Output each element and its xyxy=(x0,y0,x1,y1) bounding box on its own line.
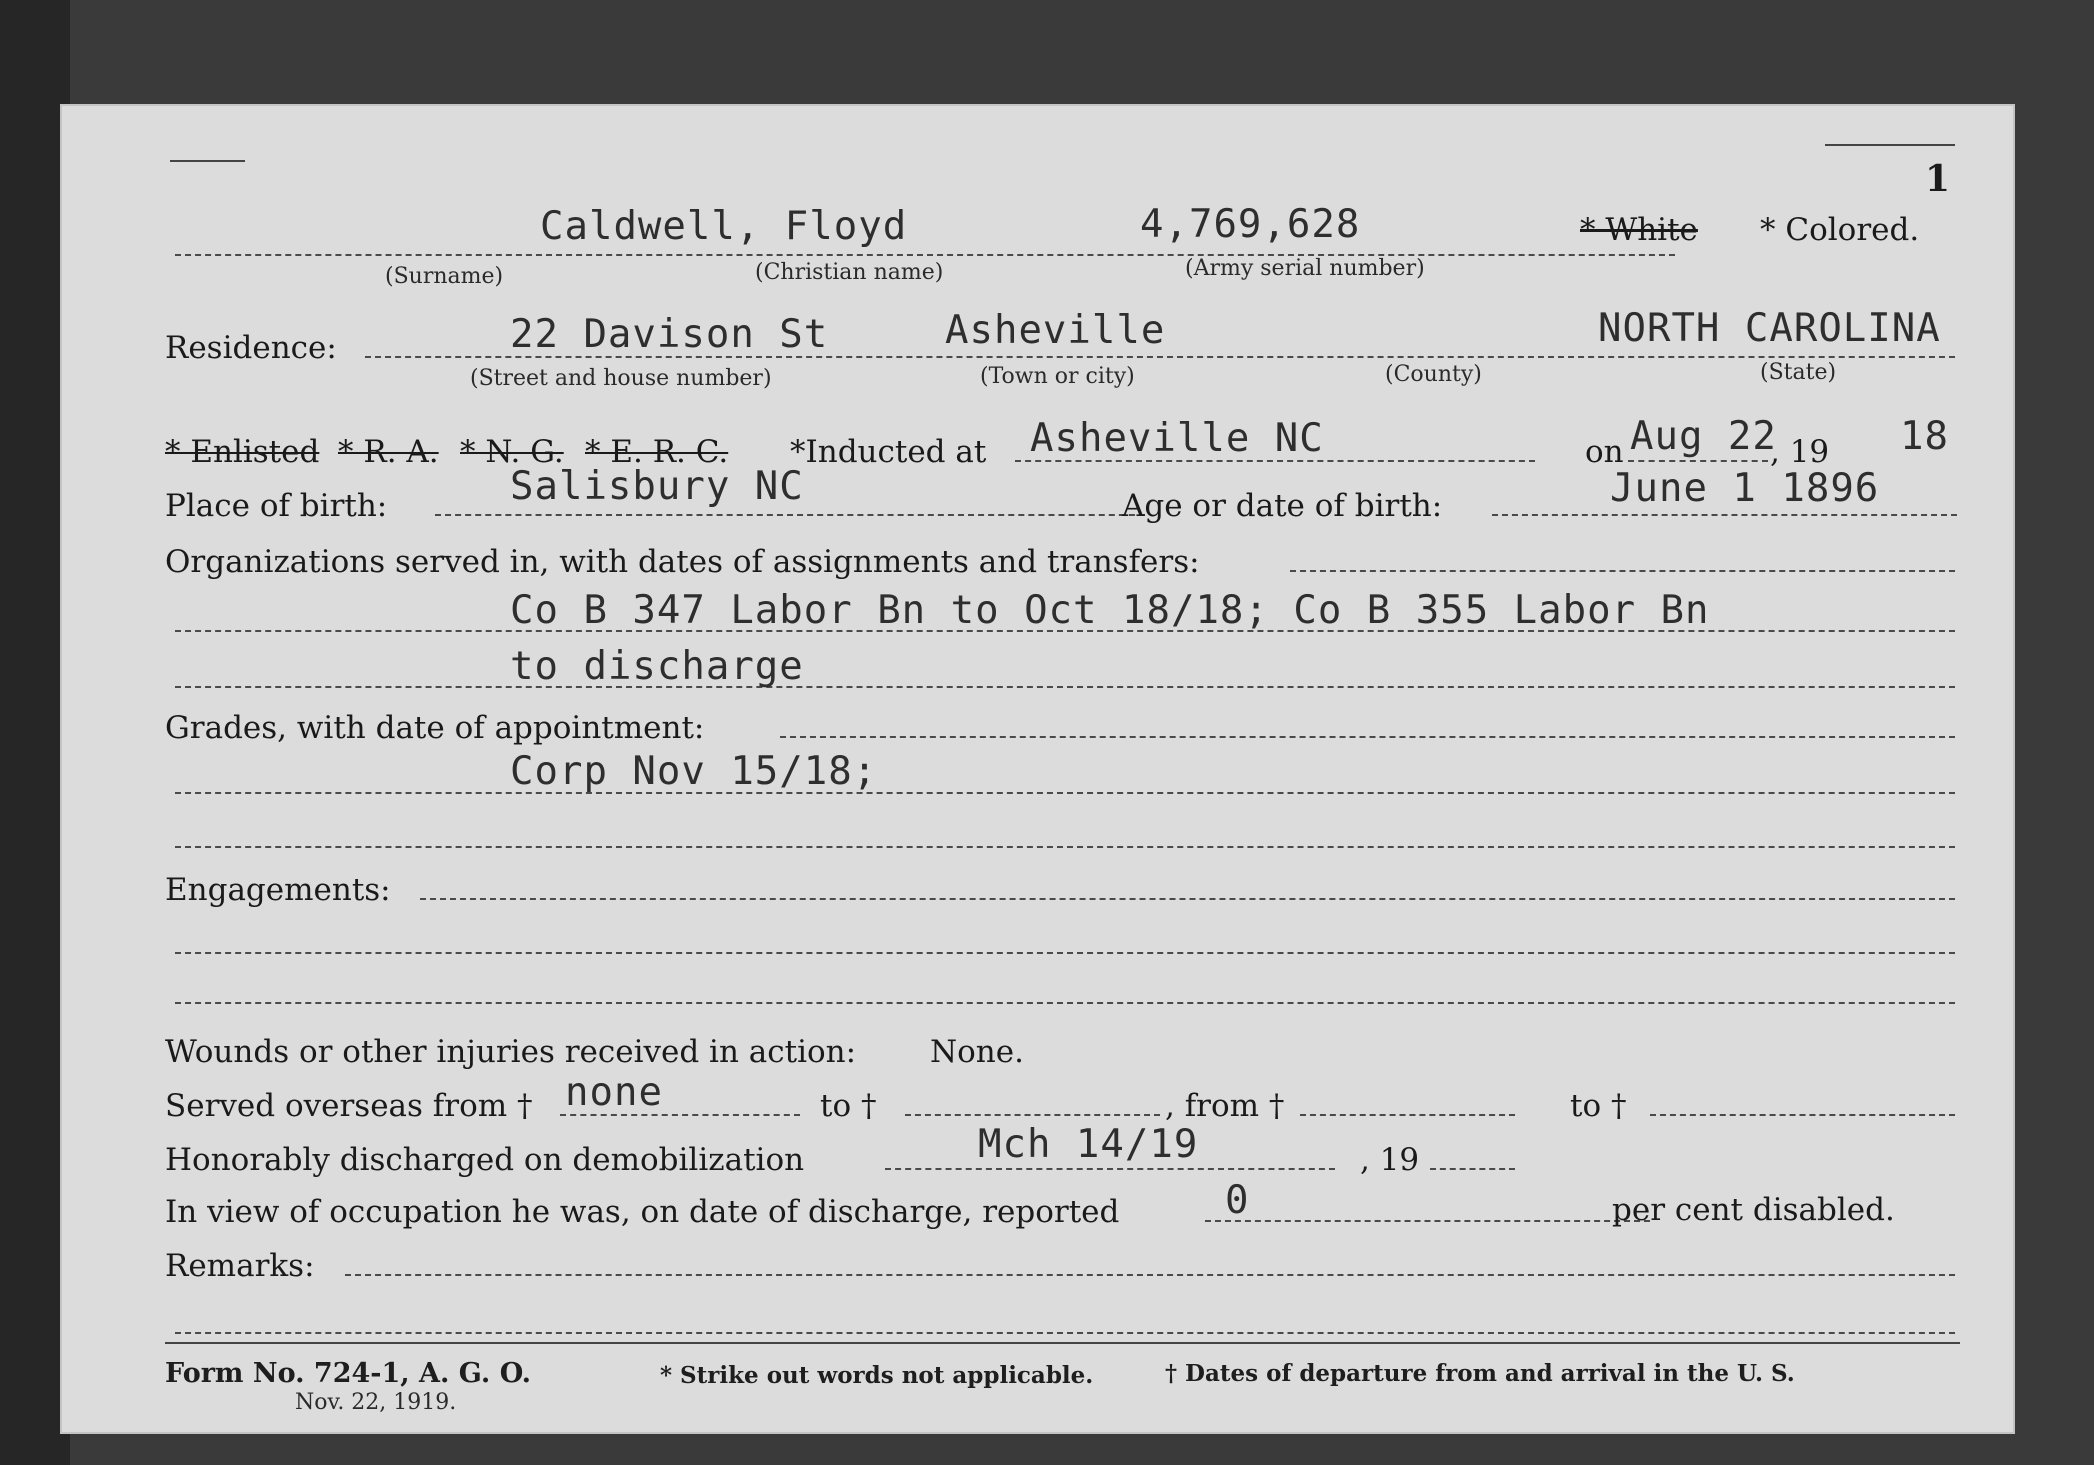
discharge-year-line xyxy=(1430,1168,1515,1170)
remarks-line-0 xyxy=(345,1274,1955,1276)
footer-note-dates: † Dates of departure from and arrival in the U. S. xyxy=(1165,1360,1795,1387)
ra-option: * R. A. xyxy=(338,434,439,470)
overseas-from-line-2 xyxy=(1300,1114,1515,1116)
grades-label: Grades, with date of appointment: xyxy=(165,710,705,746)
discharge-line xyxy=(885,1168,1335,1170)
engagements-line-2 xyxy=(175,1002,1955,1004)
overseas-from-label-2: , from † xyxy=(1165,1088,1285,1124)
county-caption: (County) xyxy=(1385,362,1482,387)
form-date: Nov. 22, 1919. xyxy=(295,1390,457,1415)
enlisted-option: * Enlisted xyxy=(165,434,320,470)
town-caption: (Town or city) xyxy=(980,364,1135,389)
race-white-option: * White xyxy=(1580,212,1698,248)
residence-label: Residence: xyxy=(165,330,337,366)
organizations-value-1: Co B 347 Labor Bn to Oct 18/18; Co B 355 Labor Bn xyxy=(510,588,1710,633)
surname-caption: (Surname) xyxy=(385,264,504,289)
service-record-card xyxy=(60,104,2015,1434)
inducted-place: Asheville NC xyxy=(1030,416,1324,461)
serial-number-value: 4,769,628 xyxy=(1140,202,1361,247)
street-caption: (Street and house number) xyxy=(470,366,772,391)
overseas-to-label-2: to † xyxy=(1570,1088,1627,1124)
inducted-year-suffix: 18 xyxy=(1900,414,1949,459)
name-value: Caldwell, Floyd xyxy=(540,204,908,249)
wounds-label: Wounds or other injuries received in action: xyxy=(165,1034,857,1070)
disability-suffix: per cent disabled. xyxy=(1612,1192,1895,1228)
engagements-label: Engagements: xyxy=(165,872,391,908)
disability-line xyxy=(1205,1220,1650,1222)
inducted-date-line xyxy=(1628,460,1768,462)
place-of-birth-value: Salisbury NC xyxy=(510,464,804,509)
engagements-line-0 xyxy=(420,898,1955,900)
residence-town: Asheville xyxy=(945,308,1166,353)
place-of-birth-line-2 xyxy=(435,514,1145,516)
disability-value: 0 xyxy=(1225,1178,1250,1223)
inducted-label: *Inducted at xyxy=(790,434,987,470)
overseas-from-value: none xyxy=(565,1070,663,1115)
age-label: Age or date of birth: xyxy=(1122,488,1443,524)
state-caption: (State) xyxy=(1760,360,1837,385)
organizations-line-0 xyxy=(1290,570,1955,572)
overseas-to-line-1 xyxy=(905,1114,1160,1116)
residence-street: 22 Davison St xyxy=(510,312,829,357)
disability-label: In view of occupation he was, on date of discharge, reported xyxy=(165,1194,1120,1230)
remarks-label: Remarks: xyxy=(165,1248,315,1284)
inducted-year-prefix: , 19 xyxy=(1770,434,1830,470)
engagements-line-1 xyxy=(175,952,1955,954)
grades-line-1 xyxy=(175,792,1955,794)
date-of-birth-value: June 1 1896 xyxy=(1610,466,1880,511)
remarks-line-1 xyxy=(175,1332,1955,1334)
erc-option: * E. R. C. xyxy=(585,434,729,470)
race-colored-option: * Colored. xyxy=(1760,212,1920,248)
overseas-to-line-2 xyxy=(1650,1114,1955,1116)
grades-line-0 xyxy=(780,736,1955,738)
grades-line-2 xyxy=(175,846,1955,848)
overseas-from-label: Served overseas from † xyxy=(165,1088,533,1124)
serial-number-caption: (Army serial number) xyxy=(1185,256,1425,281)
grades-value: Corp Nov 15/18; xyxy=(510,749,878,794)
christian-name-caption: (Christian name) xyxy=(755,260,944,285)
discharge-label: Honorably discharged on demobilization xyxy=(165,1142,805,1178)
top-left-rule xyxy=(170,160,245,162)
discharge-date: Mch 14/19 xyxy=(978,1122,1199,1167)
inducted-on-label: on xyxy=(1585,434,1624,470)
top-right-rule xyxy=(1825,144,1955,146)
organizations-label: Organizations served in, with dates of assignments and transfers: xyxy=(165,544,1200,580)
footer-rule xyxy=(165,1342,1960,1344)
form-number: Form No. 724-1, A. G. O. xyxy=(165,1358,532,1389)
wounds-value: None. xyxy=(930,1034,1024,1070)
discharge-year-prefix: , 19 xyxy=(1360,1142,1420,1178)
place-of-birth-label: Place of birth: xyxy=(165,488,388,524)
card-number: 1 xyxy=(1925,158,1951,200)
age-line xyxy=(1492,514,1957,516)
footer-note-strike-out: * Strike out words not applicable. xyxy=(660,1362,1094,1389)
organizations-value-2: to discharge xyxy=(510,644,804,689)
residence-state: NORTH CAROLINA xyxy=(1598,306,1941,351)
overseas-to-label-1: to † xyxy=(820,1088,877,1124)
ng-option: * N. G. xyxy=(460,434,564,470)
inducted-date: Aug 22 xyxy=(1630,414,1777,459)
name-line xyxy=(175,254,1675,256)
organizations-line-2 xyxy=(175,686,1955,688)
